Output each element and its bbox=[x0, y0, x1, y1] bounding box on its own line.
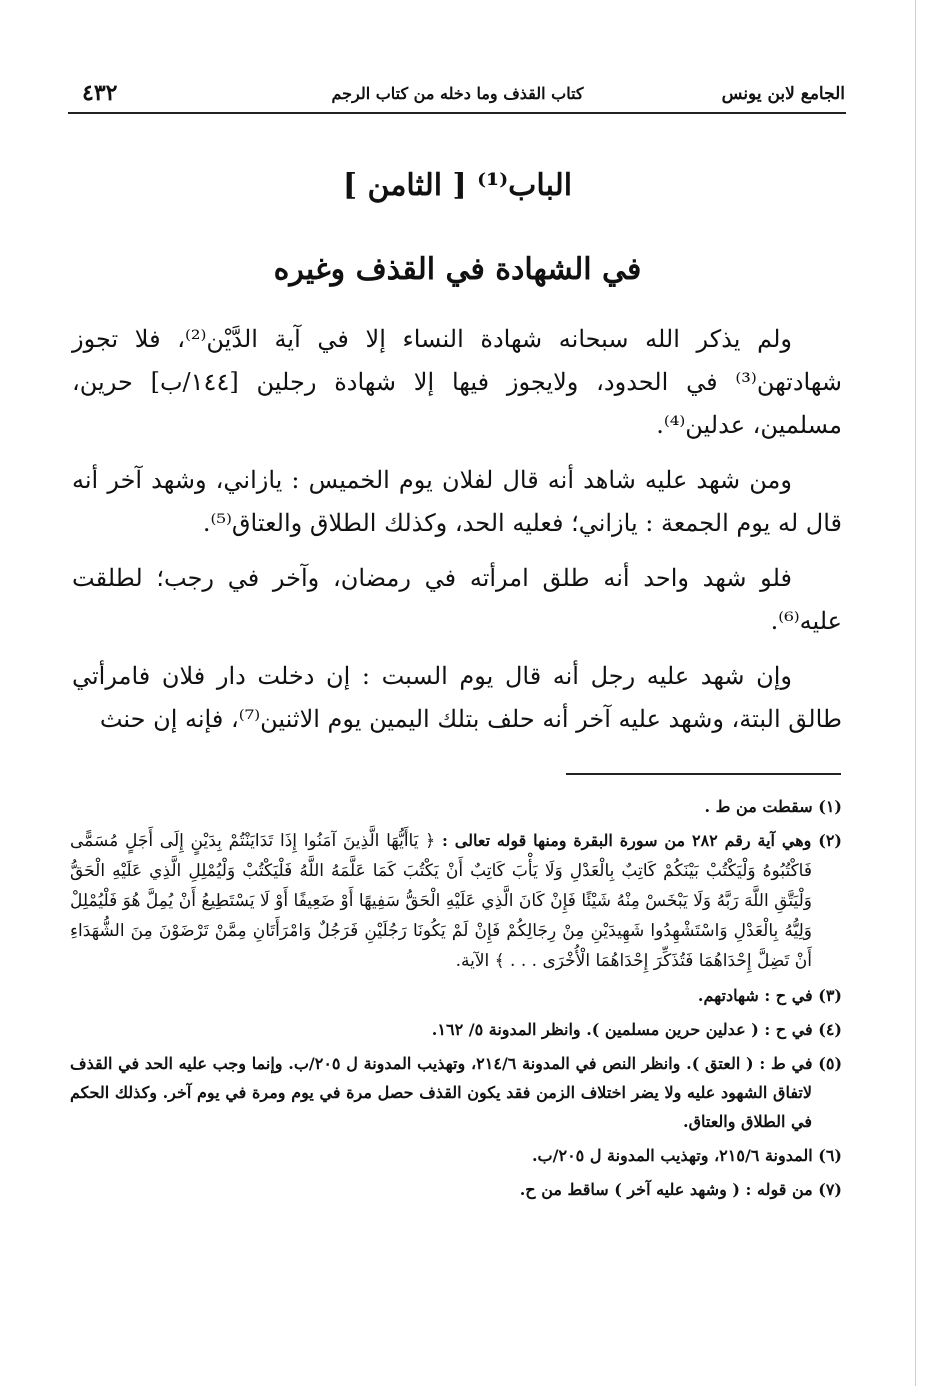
footnote bbox=[70, 792, 842, 821]
footnote bbox=[70, 826, 842, 976]
section-heading: في الشهادة في القذف وغيره bbox=[273, 252, 642, 287]
chapter-title: كتاب القذف وما دخله من كتاب الرجم bbox=[331, 84, 584, 103]
page-number: ٤٣٢ bbox=[82, 80, 118, 106]
footnote bbox=[70, 1175, 842, 1204]
footnote bbox=[70, 1015, 842, 1044]
footnote-text: (٧) من قوله : ( وشهد عليه آخر ) ساقط من ح. bbox=[519, 1180, 842, 1199]
footnotes bbox=[70, 792, 842, 1204]
footnote-text: (٣) في ح : شهادتهم. bbox=[697, 986, 842, 1005]
footnote-text: (١) سقطت من ط . bbox=[704, 797, 842, 816]
footnote bbox=[70, 1141, 842, 1170]
paragraph: ولم يذكر الله سبحانه شهادة النساء إلا في آية الدَّيْن⁽²⁾، فلا تجوز شهادتهن⁽³⁾ في الحدود، ولايجوز فيها إلا شهادة رجلين [١٤٤/ب] حرين، مسلمين، عدلين⁽⁴⁾. bbox=[72, 325, 842, 439]
paragraph: ومن شهد عليه شاهد أنه قال لفلان يوم الخميس : يازاني، وشهد آخر أنه قال له يوم الجمعة : يازاني؛ فعليه الحد، وكذلك الطلاق والعتاق⁽⁵⁾. bbox=[72, 466, 842, 537]
bab-heading: الباب⁽¹⁾ [ الثامن ] bbox=[342, 168, 573, 203]
footnote-separator bbox=[566, 773, 841, 775]
footnote-text: (٢) وهي آية رقم ٢٨٢ من سورة البقرة ومنها قوله تعالى : bbox=[442, 831, 842, 850]
footnote-text: (٥) في ط : ( العتق ). وانظر النص في المدونة ٢١٤/٦، وتهذيب المدونة ل ٢٠٥/ب. وإنما وجب عليه الحد في القذف لاتفاق الشهود عليه ولا يضر اختلاف الزمن فقد يكون القذف حصل مرة في يوم ومرة في يوم آخر. وكذلك الحكم في الطلاق والعتاق. bbox=[70, 1054, 843, 1131]
running-title: الجامع لابن يونس bbox=[721, 84, 845, 104]
footnote bbox=[70, 981, 842, 1010]
body-text bbox=[72, 318, 842, 753]
page-edge-line bbox=[915, 0, 916, 1386]
footnote bbox=[70, 1049, 842, 1136]
paragraph: وإن شهد عليه رجل أنه قال يوم السبت : إن دخلت دار فلان فامرأتي طالق البتة، وشهد عليه آخر أنه حلف بتلك اليمين يوم الاثنين⁽⁷⁾، فإنه إن حنث bbox=[72, 662, 842, 733]
footnote-text: (٦) المدونة ٢١٥/٦، وتهذيب المدونة ل ٢٠٥/ب. bbox=[531, 1146, 842, 1165]
page-header bbox=[70, 80, 845, 110]
footnote-text: (٤) في ح : ( عدلين حرين مسلمين ). وانظر المدونة ٥/ ١٦٢. bbox=[431, 1020, 842, 1039]
paragraph: فلو شهد واحد أنه طلق امرأته في رمضان، وآخر في رجب؛ لطلقت عليه⁽⁶⁾. bbox=[72, 564, 842, 635]
header-rule bbox=[68, 112, 846, 114]
quran-verse: ﴿ يَاأَيُّهَا الَّذِينَ آمَنُوا إِذَا تَدَايَنْتُمْ بِدَيْنٍ إِلَى أَجَلٍ مُسَمًّى فَاكْتُبُوهُ وَلْيَكْتُبْ بَيْنَكُمْ كَاتِبٌ بِالْعَدْلِ وَلَا يَأْبَ كَاتِبٌ أَنْ يَكْتُبَ كَمَا عَلَّمَهُ اللَّهُ فَلْيَكْتُبْ وَلْيُمْلِلِ الَّذِي عَلَيْهِ الْحَقُّ وَلْيَتَّقِ اللَّهَ رَبَّهُ وَلَا يَبْخَسْ مِنْهُ شَيْئًا فَإِنْ كَانَ الَّذِي عَلَيْهِ الْحَقُّ سَفِيهًا أَوْ ضَعِيفًا أَوْ لَا يَسْتَطِيعُ أَنْ يُمِلَّ هُوَ فَلْيُمْلِلْ وَلِيُّهُ بِالْعَدْلِ وَاسْتَشْهِدُوا شَهِيدَيْنِ مِنْ رِجَالِكُمْ فَإِنْ لَمْ يَكُونَا رَجُلَيْنِ فَرَجُلٌ وَامْرَأَتَانِ مِمَّنْ تَرْضَوْنَ مِنَ الشُّهَدَاءِ أَنْ تَضِلَّ إِحْدَاهُمَا فَتُذَكِّرَ إِحْدَاهُمَا الْأُخْرَى . . . ﴾ الآية. bbox=[70, 831, 812, 971]
